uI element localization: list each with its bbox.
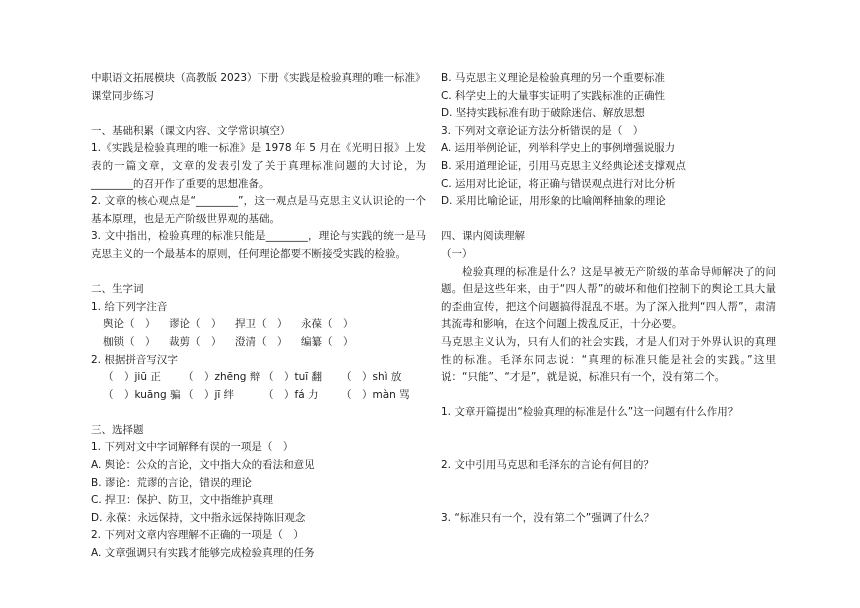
subheading-pinyin: 1. 给下列字注音 [91,300,168,313]
pinyin-item: 枷锁（ ） [103,335,156,348]
section-heading-choice: 三、选择题 [91,423,144,436]
choice-2-option-a: A. 文章强调只有实践才能够完成检验真理的任务 [91,547,315,560]
pinyin-item: 裁剪（ ） [169,335,222,348]
pinyin-item: 舆论（ ） [103,318,156,331]
question-3: 3. 文中指出，检验真理的标准只能是________，理论与实践的统一是马克思主义的一个最基本的原则，任何理论都要不断接受实践的检验。 [91,230,426,260]
hanzi-item: （ ）zhēng 辩 [183,371,261,384]
question-2: 2. 文章的核心观点是“________”，这一观点是马克思主义认识论的一个基本原理，也是无产阶级世界观的基础。 [91,195,426,225]
pinyin-item: 澄清（ ） [235,335,288,348]
hanzi-item: （ ）shì 放 [341,371,402,384]
reading-question-3: 3. “标准只有一个，没有第二个”强调了什么？ [441,511,655,524]
left-column [91,70,426,563]
pinyin-row-1 [91,316,426,334]
reading-question-2: 2. 文中引用马克思和毛泽东的言论有何目的？ [441,459,654,472]
choice-question-2: 2. 下列对文章内容理解不正确的一项是（ ） [91,529,304,542]
section-heading-vocab: 二、生字词 [91,283,144,296]
section-heading-reading: 四、课内阅读理解 [441,230,525,243]
pinyin-row-2 [91,334,426,352]
choice-question-3: 3. 下列对文章论证方法分析错误的是（ ） [441,124,644,137]
hanzi-item: （ ）fá 力 [263,388,319,401]
hanzi-row-2 [91,387,426,405]
reading-question-1: 1. 文章开篇提出“检验真理的标准是什么”这一问题有什么作用？ [441,406,739,419]
reading-paragraph-2: 马克思主义认为，只有人们的社会实践，才是人们对于外界认识的真理性的标准。毛泽东同志说：“真理的标准只能是社会的实践。”这里说：“只能”、“才是”，就是说，标准只有一个，没有第二个。 [441,335,776,384]
choice-question-1: 1. 下列对文中字词解释有误的一项是（ ） [91,441,294,454]
reading-part-label: （一） [441,247,473,260]
choice-1-option-d: D. 永葆：永远保持，文中指永远保持陈旧观念 [91,511,306,524]
pinyin-item: 谬论（ ） [169,318,222,331]
choice-2-option-c: C. 科学史上的大量事实证明了实践标准的正确性 [441,89,666,102]
pinyin-item: 捍卫（ ） [235,318,288,331]
pinyin-item: 永葆（ ） [301,318,354,331]
choice-2-option-b: B. 马克思主义理论是检验真理的另一个重要标准 [441,72,665,84]
hanzi-item: （ ）kuāng 骗 [103,388,181,401]
choice-1-option-b: B. 谬论：荒谬的言论，错误的理论 [91,476,252,489]
question-1: 1.《实践是检验真理的唯一标准》是 1978 年 5 月在《光明日报》上发表的一篇文章，文章的发表引发了关于真理标准问题的大讨论，为________的召开作了重要的思想准备。 [91,142,426,190]
pinyin-item: 编纂（ ） [301,335,354,348]
reading-paragraph-1: 检验真理的标准是什么？这是早被无产阶级的革命导师解决了的问题。但是这些年来，由于“四人帮”的破坏和他们控制下的舆论工具大量的歪曲宣传，把这个问题搞得混乱不堪。为了深入批判“四人帮”，肃清其流毒和影响，在这个问题上拨乱反正，十分必要。 [441,265,776,331]
right-column [441,70,776,527]
choice-3-option-d: D. 采用比喻论证，用形象的比喻阐释抽象的理论 [441,195,666,208]
hanzi-item: （ ）jī 绊 [183,388,235,401]
doc-title-line1: 中职语文拓展模块（高教版 2023）下册《实践是检验真理的唯一标准》 [91,72,426,84]
hanzi-item: （ ）jiū 正 [103,371,161,384]
subheading-hanzi: 2. 根据拼音写汉字 [91,353,178,366]
choice-3-option-c: C. 运用对比论证，将正确与错误观点进行对比分析 [441,177,676,190]
hanzi-item: （ ）tuī 翻 [263,371,323,384]
choice-1-option-c: C. 捍卫：保护、防卫，文中指维护真理 [91,494,274,507]
choice-3-option-a: A. 运用举例论证，列举科学史上的事例增强说服力 [441,142,676,155]
hanzi-row-1 [91,369,426,387]
hanzi-item: （ ）màn 骂 [341,388,410,401]
doc-title-line2: 课堂同步练习 [91,89,154,102]
choice-2-option-d: D. 坚持实践标准有助于破除迷信、解放思想 [441,107,645,120]
choice-1-option-a: A. 舆论：公众的言论，文中指大众的看法和意见 [91,459,315,472]
choice-3-option-b: B. 采用道理论证，引用马克思主义经典论述支撑观点 [441,159,686,172]
section-heading-basics: 一、基础积累（课文内容、文学常识填空） [91,124,291,137]
